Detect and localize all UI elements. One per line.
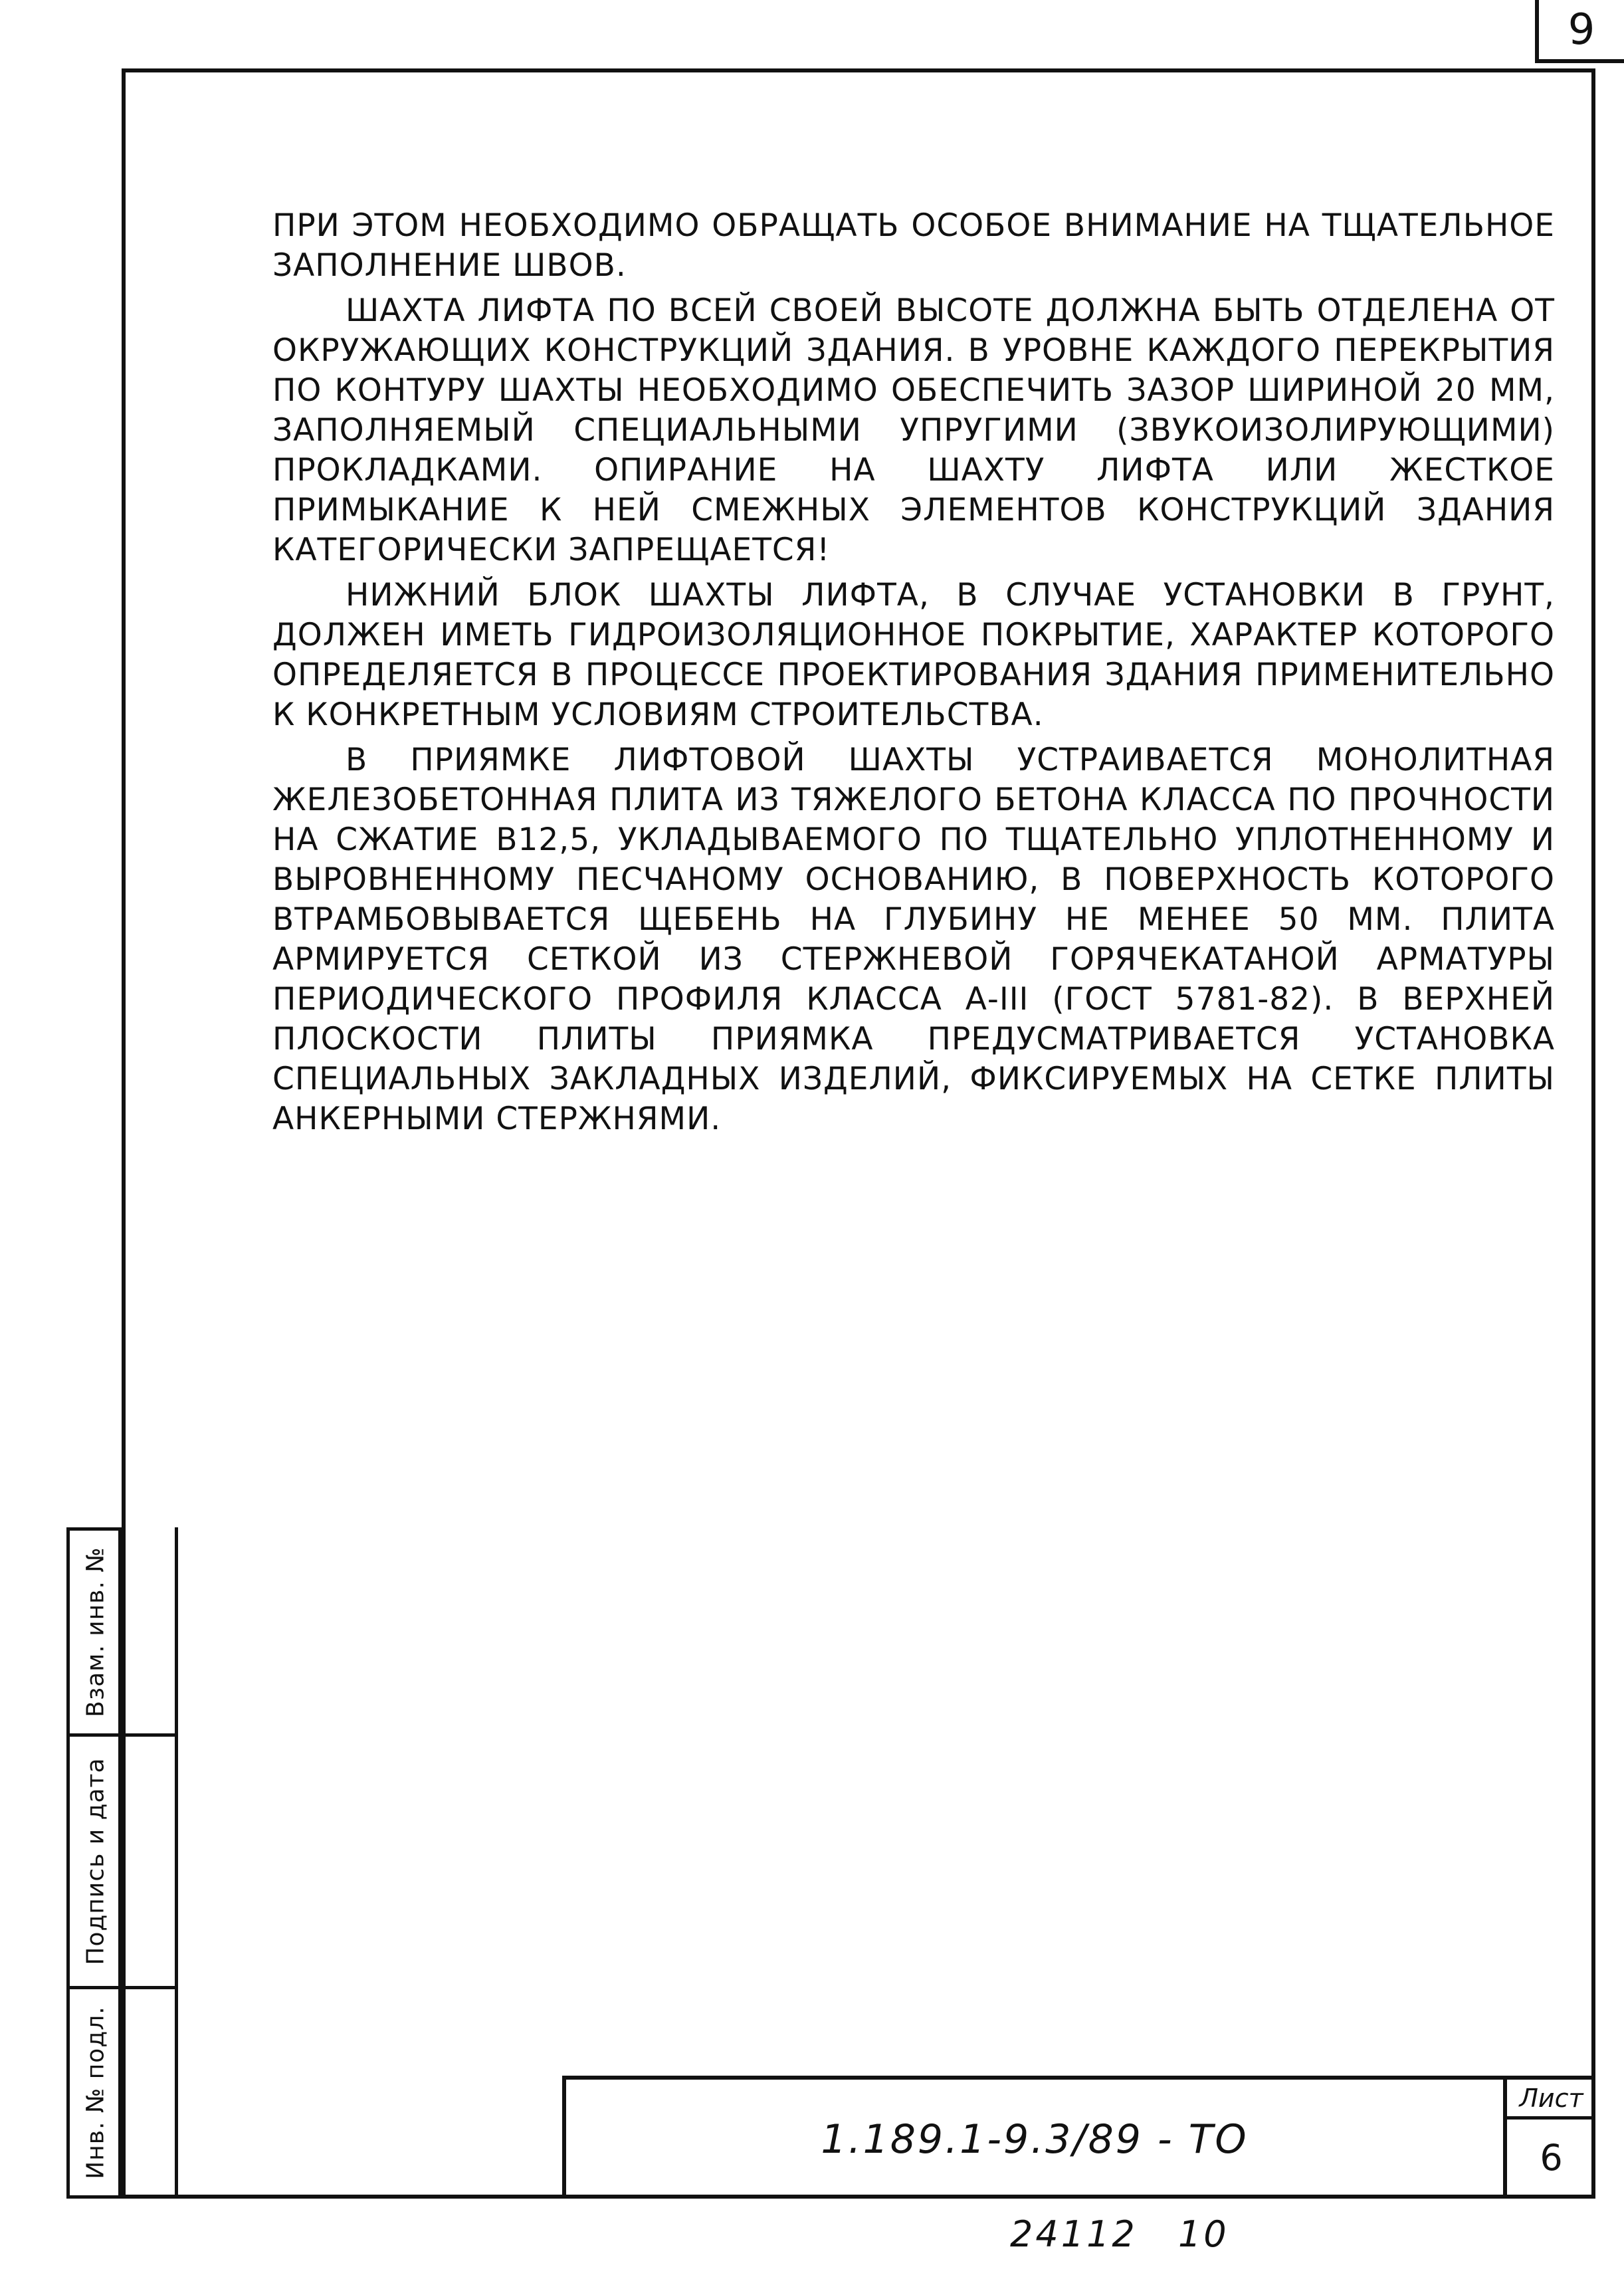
paragraph-2: ШАХТА ЛИФТА ПО ВСЕЙ СВОЕЙ ВЫСОТЕ ДОЛЖНА БЫТЬ ОТДЕЛЕНА ОТ ОКРУЖАЮЩИХ КОНСТРУКЦИЙ ЗДАНИЯ. В УРОВНЕ КАЖДОГО ПЕРЕКРЫТИЯ ПО КОНТУРУ ШАХТЫ НЕОБХОДИМО ОБЕСПЕЧИТЬ ЗАЗОР ШИРИНОЙ 20 ММ, ЗАПОЛНЯЕМЫЙ СПЕЦИАЛЬНЫМИ УПРУГИМИ (ЗВУКОИЗОЛИРУЮЩИМИ) ПРОКЛАДКАМИ. ОПИРАНИЕ НА ШАХТУ ЛИФТА ИЛИ ЖЕСТКОЕ ПРИМЫКАНИЕ К НЕЙ СМЕЖНЫХ ЭЛЕМЕНТОВ КОНСТРУКЦИЙ ЗДАНИЯ КАТЕГОРИЧЕСКИ ЗАПРЕЩАЕТСЯ! bbox=[272, 292, 1555, 568]
side-stamp-label-2: Подпись и дата bbox=[82, 1757, 110, 1965]
sheet-box bbox=[1503, 2080, 1595, 2199]
side-stamp-divider-1 bbox=[122, 1733, 175, 1737]
document-body bbox=[272, 206, 1555, 1145]
paragraph-3: НИЖНИЙ БЛОК ШАХТЫ ЛИФТА, В СЛУЧАЕ УСТАНОВКИ В ГРУНТ, ДОЛЖЕН ИМЕТЬ ГИДРОИЗОЛЯЦИОННОЕ ПОКРЫТИЕ, ХАРАКТЕР КОТОРОГО ОПРЕДЕЛЯЕТСЯ В ПРОЦЕССЕ ПРОЕКТИРОВАНИЯ ЗДАНИЯ ПРИМЕНИТЕЛЬНО К КОНКРЕТНЫМ УСЛОВИЯМ СТРОИТЕЛЬСТВА. bbox=[272, 577, 1555, 733]
document-code: 1.189.1-9.3/89 - ТО bbox=[821, 2116, 1249, 2163]
title-block bbox=[562, 2076, 1595, 2199]
side-stamp-label-1: Взам. инв. № bbox=[82, 1547, 110, 1717]
side-stamp-signature-date bbox=[70, 1737, 122, 1989]
sheet-label: Лист bbox=[1507, 2080, 1595, 2120]
side-stamp-replacement-inv bbox=[70, 1531, 122, 1737]
side-stamp-original-inv bbox=[70, 1989, 122, 2195]
side-stamp-divider-2 bbox=[122, 1986, 175, 1989]
side-stamp-label-3: Инв. № подл. bbox=[82, 2005, 110, 2179]
side-stamp bbox=[66, 1527, 122, 2199]
bottom-note: 24112 10 bbox=[1010, 2213, 1229, 2255]
paragraph-1: ПРИ ЭТОМ НЕОБХОДИМО ОБРАЩАТЬ ОСОБОЕ ВНИМАНИЕ НА ТЩАТЕЛЬНОЕ ЗАПОЛНЕНИЕ ШВОВ. bbox=[272, 207, 1555, 284]
sheet-number: 6 bbox=[1540, 2136, 1563, 2179]
page-number: 9 bbox=[1535, 0, 1624, 63]
side-stamp-blank-column bbox=[118, 1527, 178, 2199]
paragraph-4: В ПРИЯМКЕ ЛИФТОВОЙ ШАХТЫ УСТРАИВАЕТСЯ МОНОЛИТНАЯ ЖЕЛЕЗОБЕТОННАЯ ПЛИТА ИЗ ТЯЖЕЛОГО БЕТОНА КЛАССА ПО ПРОЧНОСТИ НА СЖАТИЕ В12,5, УКЛАДЫВАЕМОГО ПО ТЩАТЕЛЬНО УПЛОТНЕННОМУ И ВЫРОВНЕННОМУ ПЕСЧАНОМУ ОСНОВАНИЮ, В ПОВЕРХНОСТЬ КОТОРОГО ВТРАМБОВЫВАЕТСЯ ЩЕБЕНЬ НА ГЛУБИНУ НЕ МЕНЕЕ 50 ММ. ПЛИТА АРМИРУЕТСЯ СЕТКОЙ ИЗ СТЕРЖНЕВОЙ ГОРЯЧЕКАТАНОЙ АРМАТУРЫ ПЕРИОДИЧЕСКОГО ПРОФИЛЯ КЛАССА А-III (ГОСТ 5781-82). В ВЕРХНЕЙ ПЛОСКОСТИ ПЛИТЫ ПРИЯМКА ПРЕДУСМАТРИВАЕТСЯ УСТАНОВКА СПЕЦИАЛЬНЫХ ЗАКЛАДНЫХ ИЗДЕЛИЙ, ФИКСИРУЕМЫХ НА СЕТКЕ ПЛИТЫ АНКЕРНЫМИ СТЕРЖНЯМИ. bbox=[272, 742, 1555, 1137]
